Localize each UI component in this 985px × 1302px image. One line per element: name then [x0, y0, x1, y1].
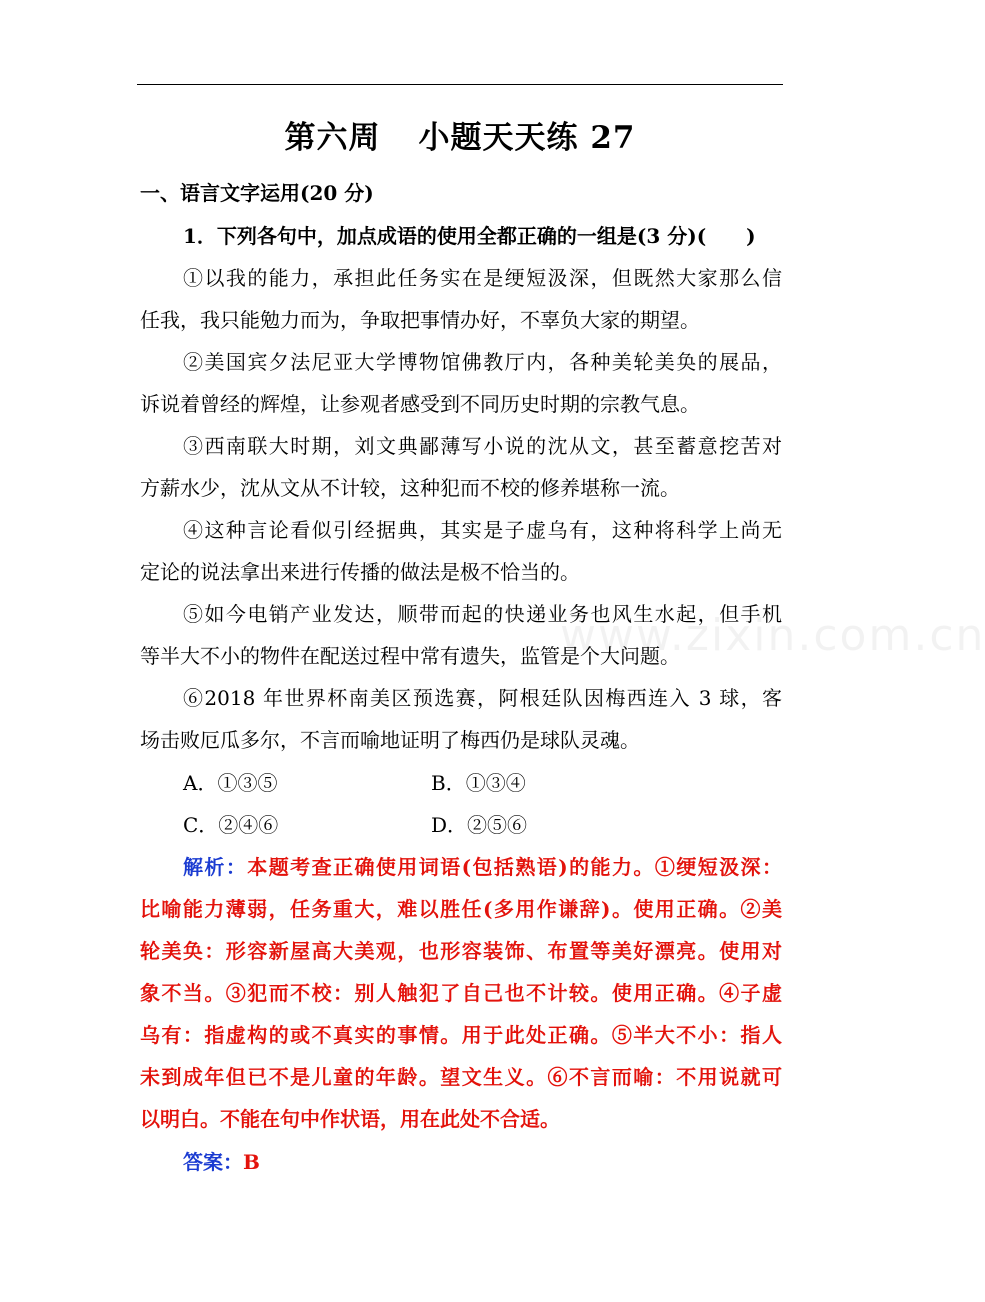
- sentence-line: 方薪水少，沈从文从不计较，这种犯而不校的修养堪称一流。: [140, 476, 680, 500]
- options-row: [183, 813, 782, 837]
- header-rule: [137, 84, 783, 85]
- answer-label: 答案：: [183, 1150, 243, 1174]
- section-heading: 一、语言文字运用(20 分): [140, 181, 374, 205]
- analysis-line: 象不当。③犯而不校：别人触犯了自己也不计较。使用正确。④子虚: [140, 981, 782, 1005]
- analysis-label: 解析：: [183, 855, 248, 879]
- options-row: [183, 771, 782, 795]
- analysis-line: 比喻能力薄弱，任务重大，难以胜任(多用作谦辞)。使用正确。②美: [140, 897, 782, 921]
- option-b[interactable]: B．①③④: [431, 771, 526, 795]
- sentence-line: 场击败厄瓜多尔，不言而喻地证明了梅西仍是球队灵魂。: [140, 728, 640, 752]
- sentence-line: 等半大不小的物件在配送过程中常有遗失，监管是个大问题。: [140, 644, 680, 668]
- sentence-line: ①以我的能力，承担此任务实在是绠短汲深，但既然大家那么信: [183, 266, 782, 290]
- analysis-line: [183, 855, 782, 879]
- sentence-line: ③西南联大时期，刘文典鄙薄写小说的沈从文，甚至蓄意挖苦对: [183, 434, 782, 458]
- sentence-line: 任我，我只能勉力而为，争取把事情办好，不辜负大家的期望。: [140, 308, 700, 332]
- title-practice: 小题天天练 27: [418, 120, 636, 156]
- option-d[interactable]: D．②⑤⑥: [431, 813, 528, 837]
- title-week: 第六周: [284, 120, 381, 156]
- sentence-line: ④这种言论看似引经据典，其实是子虚乌有，这种将科学上尚无: [183, 518, 782, 542]
- sentence-line: ②美国宾夕法尼亚大学博物馆佛教厅内，各种美轮美奂的展品，: [183, 350, 782, 374]
- analysis-line: 以明白。不能在句中作状语，用在此处不合适。: [140, 1107, 560, 1131]
- page-title: [0, 112, 920, 157]
- option-a[interactable]: A．①③⑤: [183, 771, 278, 795]
- analysis-line: 乌有：指虚构的或不真实的事情。用于此处正确。⑤半大不小：指人: [140, 1023, 782, 1047]
- answer-value: B: [243, 1150, 260, 1174]
- sentence-line: 诉说着曾经的辉煌，让参观者感受到不同历史时期的宗教气息。: [140, 392, 700, 416]
- analysis-line: 轮美奂：形容新屋高大美观，也形容装饰、布置等美好漂亮。使用对: [140, 939, 782, 963]
- sentence-line: 定论的说法拿出来进行传播的做法是极不恰当的。: [140, 560, 580, 584]
- question-stem: 1．下列各句中，加点成语的使用全都正确的一组是(3 分)( ): [183, 224, 756, 248]
- answer-line: [183, 1150, 782, 1174]
- option-c[interactable]: C．②④⑥: [183, 813, 279, 837]
- analysis-text: 本题考查正确使用词语(包括熟语)的能力。①绠短汲深：: [247, 855, 782, 879]
- analysis-line: 未到成年但已不是儿童的年龄。望文生义。⑥不言而喻：不用说就可: [140, 1065, 782, 1089]
- sentence-line: ⑤如今电销产业发达，顺带而起的快递业务也风生水起，但手机: [183, 602, 782, 626]
- watermark: www.zixin.com.cn: [560, 610, 985, 661]
- sentence-line: ⑥2018 年世界杯南美区预选赛，阿根廷队因梅西连入 3 球，客: [183, 686, 782, 710]
